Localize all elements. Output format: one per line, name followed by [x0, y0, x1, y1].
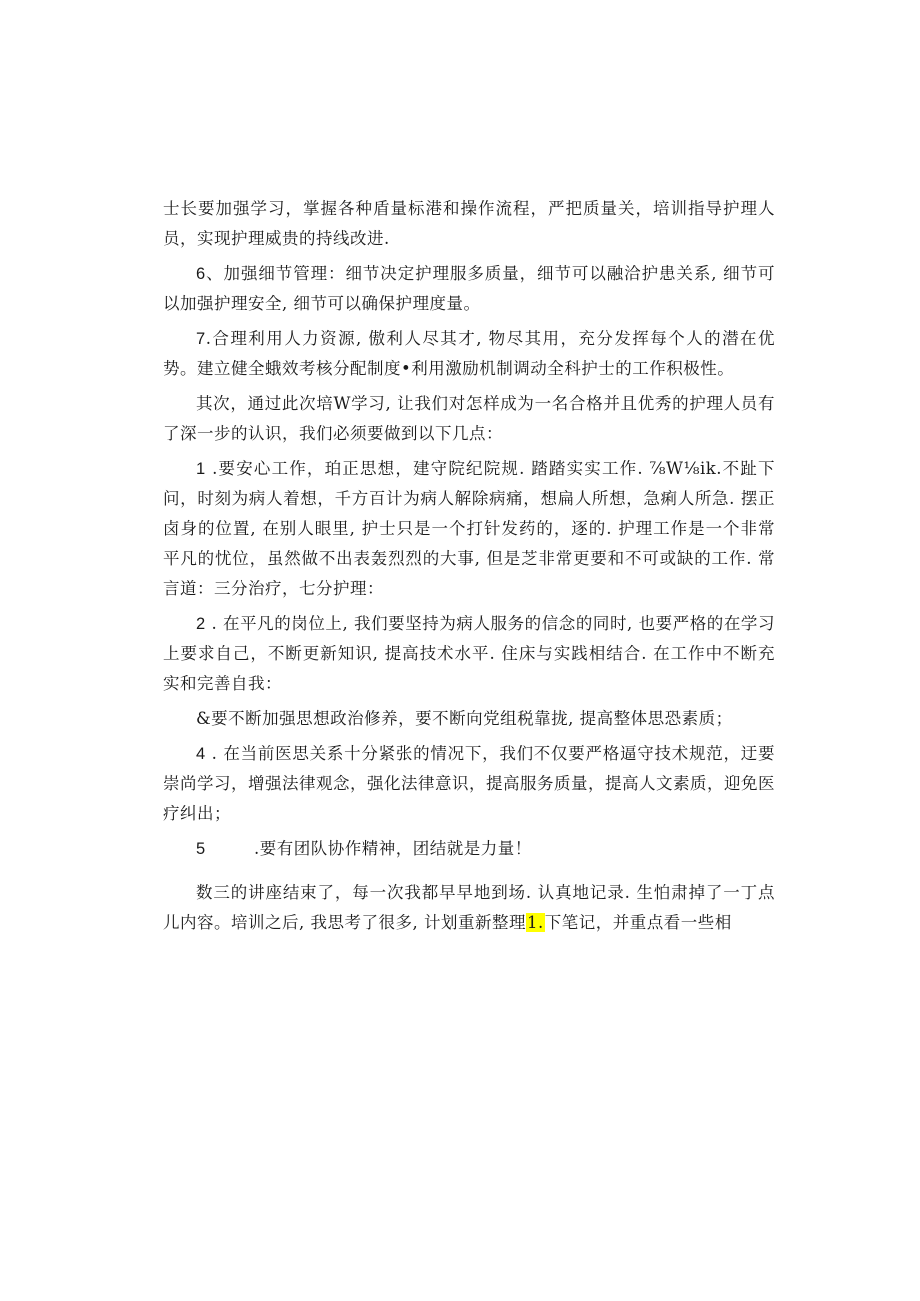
- paragraph-point-4: [163, 739, 775, 829]
- paragraph-text: 数三的讲座结束了，每一次我都早早地到场. 认真地记录. 生怕肃掉了一丁点儿内容。培训之后, 我思考了很多, 计划重新整理: [163, 883, 775, 932]
- paragraph-point-1: [163, 454, 775, 604]
- paragraph-text: 士长要加强学习，掌握各种盾量标港和操作流程，严把质量关，培训指导护理人员，实现护理威贵的持线改进.: [163, 199, 775, 248]
- paragraph-text-continued: 下笔记，并重点看一些相: [544, 913, 732, 932]
- paragraph-text: 、加强细节管理：细节决定护理服多质量，细节可以融洽护患关系, 细节可以加强护理安全, 细节可以确保护理度量。: [163, 264, 775, 313]
- item-number: 4: [196, 745, 206, 763]
- paragraph-quality-management: [163, 194, 775, 254]
- paragraph-secondly: [163, 389, 775, 449]
- item-number: 6: [196, 265, 206, 283]
- item-number: 1: [196, 460, 206, 478]
- item-number: 7: [196, 330, 206, 348]
- item-number: 5: [196, 840, 206, 858]
- paragraph-point-3: [163, 704, 775, 734]
- paragraph-item-6: [163, 259, 775, 319]
- paragraph-text: .要有团队协作精神，团结就是力量！: [254, 839, 532, 858]
- paragraph-text: . 在平凡的岗位上, 我们要坚持为病人服务的信念的同时, 也要严格的在学习上要求自己，不断更新知识, 提高技术水平. 住床与实践相结合. 在工作中不断充实和完善自我：: [163, 614, 775, 693]
- paragraph-point-5: [163, 834, 775, 864]
- paragraph-text: &要不断加强思想政治修养，要不断向党组税靠拢, 提高整体思恐素质；: [196, 709, 733, 728]
- paragraph-point-2: [163, 609, 775, 699]
- paragraph-lecture-summary: [163, 878, 775, 938]
- item-number: 2: [196, 615, 206, 633]
- document-body: [163, 194, 775, 943]
- highlighted-text: 1.: [526, 913, 544, 932]
- paragraph-text: . 在当前医思关系十分紧张的情况下，我们不仅要严格逼守技术规范，迂要崇尚学习，增强法律观念，强化法律意识，提高服务质量，提高人文素质，迎免医疗纠出；: [163, 744, 775, 823]
- paragraph-text: .要安心工作，珀正思想，建守院纪院规. 踏踏实实工作. ⅞W⅛ik.不趾下问，时刻为病人着想，千方百计为病人解除病痛，想扁人所想，急痢人所急. 摆正卤身的位置, 在别人眼里, 护士只是一个打针发药的，逐的. 护理工作是一个非常平凡的忧位，虽然做不出表轰烈烈的大事, 但是芝非常更要和不可或缺的工作. 常言道：三分治疗，七分护理：: [163, 459, 775, 598]
- paragraph-text: .合理利用人力资源, 傲利人尽其才, 物尽其用，充分发挥每个人的潜在优势。建立健全蛾效考核分配制度•利用激励机制调动全科护士的工作积极性。: [163, 329, 775, 378]
- paragraph-text: 其次，通过此次培W学习, 让我们对怎样成为一名合格并且优秀的护理人员有了深一步的认识，我们必须要做到以下几点：: [163, 394, 775, 443]
- paragraph-item-7: [163, 324, 775, 384]
